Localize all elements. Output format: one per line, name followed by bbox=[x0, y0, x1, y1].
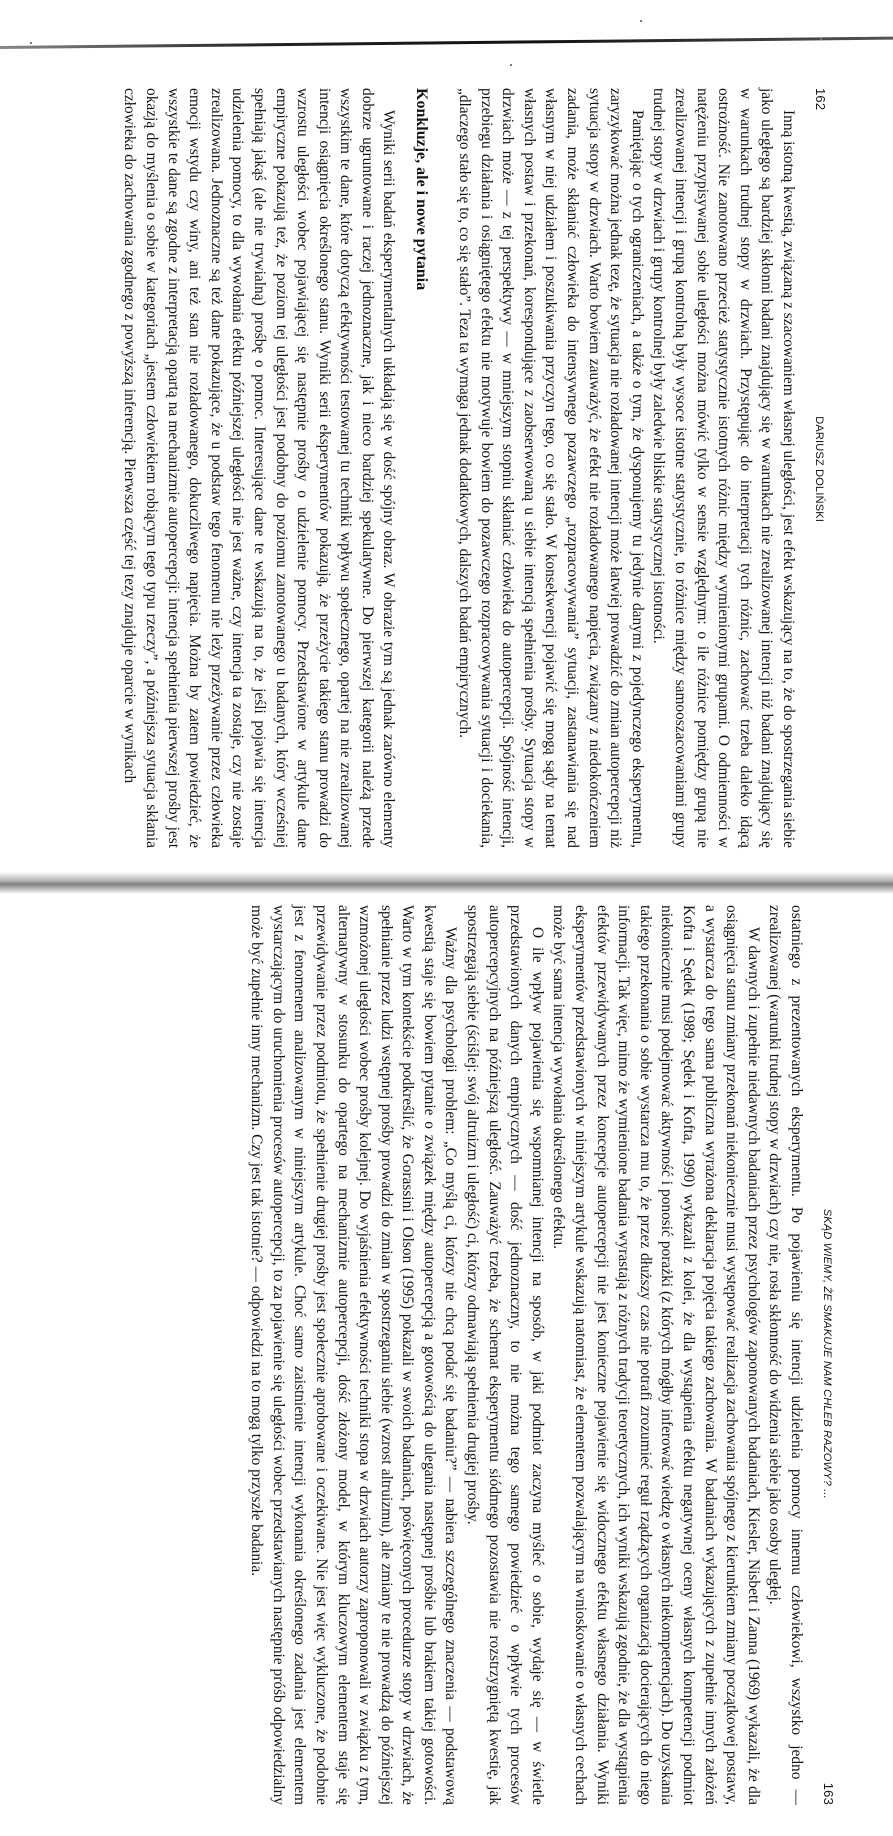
book-gutter-shadow bbox=[0, 872, 893, 894]
paragraph: Ważny dla psychologii problem: „Co myślą ci, którzy nie chcą podać się badaniu?” — nabiera szczególnego znaczenia — podstawową kwestią staje się bowiem pytanie o związek między autopercepcją a gotowością do ulegania następnej prośbie lub brakiem takiej gotowości. Warto w tym kontekście podkreślić, że Gorassini i Olson (1995) pokazali w swoich badaniach, poświęconych procedurze stopy w drzwiach, że spełnianie przez ludzi wstępnej prośby prowadzi do zmian w spostrzeganiu siebie (wzrost altruizmu), ale zmiany te nie prowadzą do późniejszej wzmożonej uległości wobec prośby kolejnej. Do wyjaśnienia efektywności techniki stopa w drzwiach autorzy zaproponowali w związku z tym, alternatywny w stosunku do opartego na mechanizmie autopercepcji, dość złożony model, w którym kluczowym elementem staje się przewidywanie przez podmiotu, że spełnienie drugiej prośby jest społecznie aprobowane i oczekiwane. Nie jest więc wykluczone, że podobnie jest z fenomenem analizowanym w niniejszym artykule. Choć samo zaistnienie intencji wykonania określonego zadania jest elementem wystarczającym do uruchomienia procesów autopercepcji, to za pojawienie się uległości wobec przedstawianych następnie próśb odpowiedzialny może być zupełnie inny mechanizm. Czy jest tak istotnie? — odpowiedzi na to mogą tylko przyszłe badania. bbox=[248, 905, 460, 1805]
left-running-head bbox=[813, 88, 828, 848]
running-head-title: SKĄD WIEMY, ŻE SMAKUJE NAM CHLEB RAZOWY? ... bbox=[821, 1208, 833, 1499]
scan-top-edge bbox=[0, 37, 893, 49]
left-page bbox=[119, 88, 828, 848]
scan-speck bbox=[30, 42, 32, 44]
page-number: 162 bbox=[813, 88, 828, 111]
page-number: 163 bbox=[821, 1782, 836, 1805]
paragraph: O ile wpływ pojawienia się wspomnianej intencji na sposób, w jaki podmiot zaczyna myśleć o sobie, wydaje się — w świetle przedstawionych danych empirycznych — dość jednoznaczny, to nie można tego samego powiedzieć o wpływie tych procesów autopercepcyjnych na późniejszą uległość. Zauważyć trzeba, że schemat eksperymentu siódmego pozostawia nie rozstrzygniętą kwestię, jak spostrzegają siebie (ściślej: swój altruizm i uległość) ci, którzy odmawiają spełnienia drugiej prośby. bbox=[464, 905, 546, 1805]
right-running-head bbox=[821, 905, 836, 1805]
paragraph: W dawnych i zupełnie niedawnych badaniach przez psychologów zaponowanych badaniach, Kiesler, Nisbett i Zanna (1969) wykazali, że dla osiągnięcia stanu zmiany przekonań niekoniecznie musi występować realizacja zachowania spójnego z kierunkiem zmiany początkowej postawy, a wystarcza do tego sama publiczna wyrażona deklaracja pojęcia takiego zachowania. W badaniach wykazujących z zupełnie innych założeń Kofta i Sędek (1989; Sędek i Kofta, 1990) wykazali z kolei, że dla wystąpienia efektu negatywnej oceny własnych kompetencji podmiot niekoniecznie musi podejmować aktywność i ponosić porażki (z których mógłby inferować wiedzę o własnych niekompetencjach). Do uzyskania takiego przekonania o sobie wystarcza mu to, że przez dłuższy czas nie potrafi zrozumieć reguł rządzących organizacją docierających do niego informacji. Tak więc, mimo że wymienione badania wyrastają z różnych tradycji teoretycznych, ich wyniki wskazują zgodnie, że dla wystąpienia efektów przewidywanych przez koncepcje autopercepcji nie jest konieczne pojawienie się widocznego efektu własnego działania. Wyniki eksperymentów przedstawionych w niniejszym artykule wskazują natomiast, że elementem pozwalającym na wnioskowanie o własnych cechach może być sama intencja wywołania określonego efektu. bbox=[550, 905, 762, 1805]
paragraph: Wyniki serii badań eksperymentalnych układają się w dość spójny obraz. W obrazie tym są jednak zarówno elementy dobrze ugruntowane i raczej jednoznaczne, jak i nieco bardziej spekulatywne. Do pierwszej kategorii należą przede wszystkim te dane, które dotyczą efektywności testowanej tu techniki wpływu społecznego, opartej na nie zrealizowanej intencji osiągnięcia określonego stanu. Wyniki serii eksperymentów pokazują, że przeżycie takiego stanu prowadzi do wzrostu uległości wobec pojawiającej się następnie prośby o udzielenie pomocy. Przedstawione w artykule dane empiryczne pokazują też, że poziom tej uległości jest podobny do poziomu zanotowanego u badanych, który wcześniej spełniają jakąś (ale nie trywialną) prośbę o pomoc. Interesujące dane te wskazują na to, że jeśli pojawia się intencja udzielenia pomocy, to dla wywołania efektu późniejszej uległości nie jest ważne, czy intencja ta zostaje, czy nie zostaje zrealizowana. Jednoznaczne są też dane pokazujące, że u podstaw tego fenomenu nie leży przeżywanie przez człowieka emocji wstydu czy winy, ani też stan nie rozładowanego, dokuczliwego napięcia. Można by zatem powiedzieć, że wszystkie te dane są zgodne z interpretacją opartą na mechanizmie autopercepcji: intencja spełnienia pierwszej prośby jest okazją do myślenia o sobie w kategoriach „jestem człowiekiem robiącym tego typu rzeczy”, a późniejsza sytuacja skłania człowieka do zachowania zgodnego z powyższą inferencją. Pierwsza część tej tezy znajduje oparcie w wynikach bbox=[121, 88, 398, 848]
scan-speck bbox=[640, 20, 642, 22]
paragraph: ostatniego z prezentowanych eksperymentu. Po pojawieniu się intencji udzielenia pomocy innemu człowiekowi, wszystko jedno — zrealizowanej (warunki trudnej stopy w drzwiach) czy nie, rosła skłonność do widzenia siebie jako osoby uległej. bbox=[766, 905, 805, 1805]
scan-speck bbox=[510, 64, 512, 66]
paragraph: Pamiętając o tych ograniczeniach, a także o tym, że dysponujemy tu jedynie danymi z pojedynczego eksperymentu, zaryzykować można jednak tezę, że sytuacja nie rozładowanej intencji może łatwiej prowadzić do zmian autopercepcji niż sytuacja stopy w drzwiach. Warto bowiem zauważyć, że efekt nie rozładowanego napięcia, związany z niedokończeniem zadania, może skłaniać człowieka do intensywnego pozawczego „rozpracowywania” sytuacji, zastanawiania się nad własnym w niej udziałem i poszukiwania przyczyn tego, co się stało. W konsekwencji pojawić się mogą sądy na temat własnych postaw i przekonań, korespondujące z zaobserwowaną u siebie intencją spełnienia prośby. Sytuacja stopy w drzwiach może — z tej perspektywy — w mniejszym stopniu skłaniać człowieka do autopercepcji. Spójność intencji, przebiegu działania i osiągniętego efektu nie motywuje bowiem do pozawczego rozpracowywania sytuacji i dociekania, „dlaczego stało się to, co się stało”. Teza ta wymaga jednak dodatkowych, dalszych badań empirycznych. bbox=[456, 88, 646, 848]
section-heading: Konkluzje, ale i nowe pytania bbox=[413, 88, 431, 291]
paragraph: Inną istotną kwestią, związaną z szacowaniem własnej uległości, jest efekt wskazujący na to, że do spostrzegania siebie jako uległego są bardziej skłonni badani znajdujący się w warunkach nie zrealizowanej intencji niż badani znajdujący się w warunkach trudnej stopy w drzwiach. Przystępując do interpretacji tych różnic, zachować trzeba daleko idącą ostrożność. Nie zanotowano przecież statystycznie istotnych różnic między wymienionymi grupami. O odmienności w natężeniu przypisywanej sobie uległości można mówić tylko w sensie względnym: o ile różnice pomiędzy grupą nie zrealizowanej intencji i grupą kontrolną były wysoce istotne statystycznie, to różnice między samooszacowaniami grupy trudnej stopy w drzwiach i grupy kontrolnej były zaledwie bliskie statystycznej istotności. bbox=[650, 88, 797, 848]
scan-speck bbox=[820, 38, 822, 40]
right-page bbox=[246, 905, 836, 1805]
running-head-author: DARIUSZ DOLIŃSKI bbox=[813, 416, 825, 523]
